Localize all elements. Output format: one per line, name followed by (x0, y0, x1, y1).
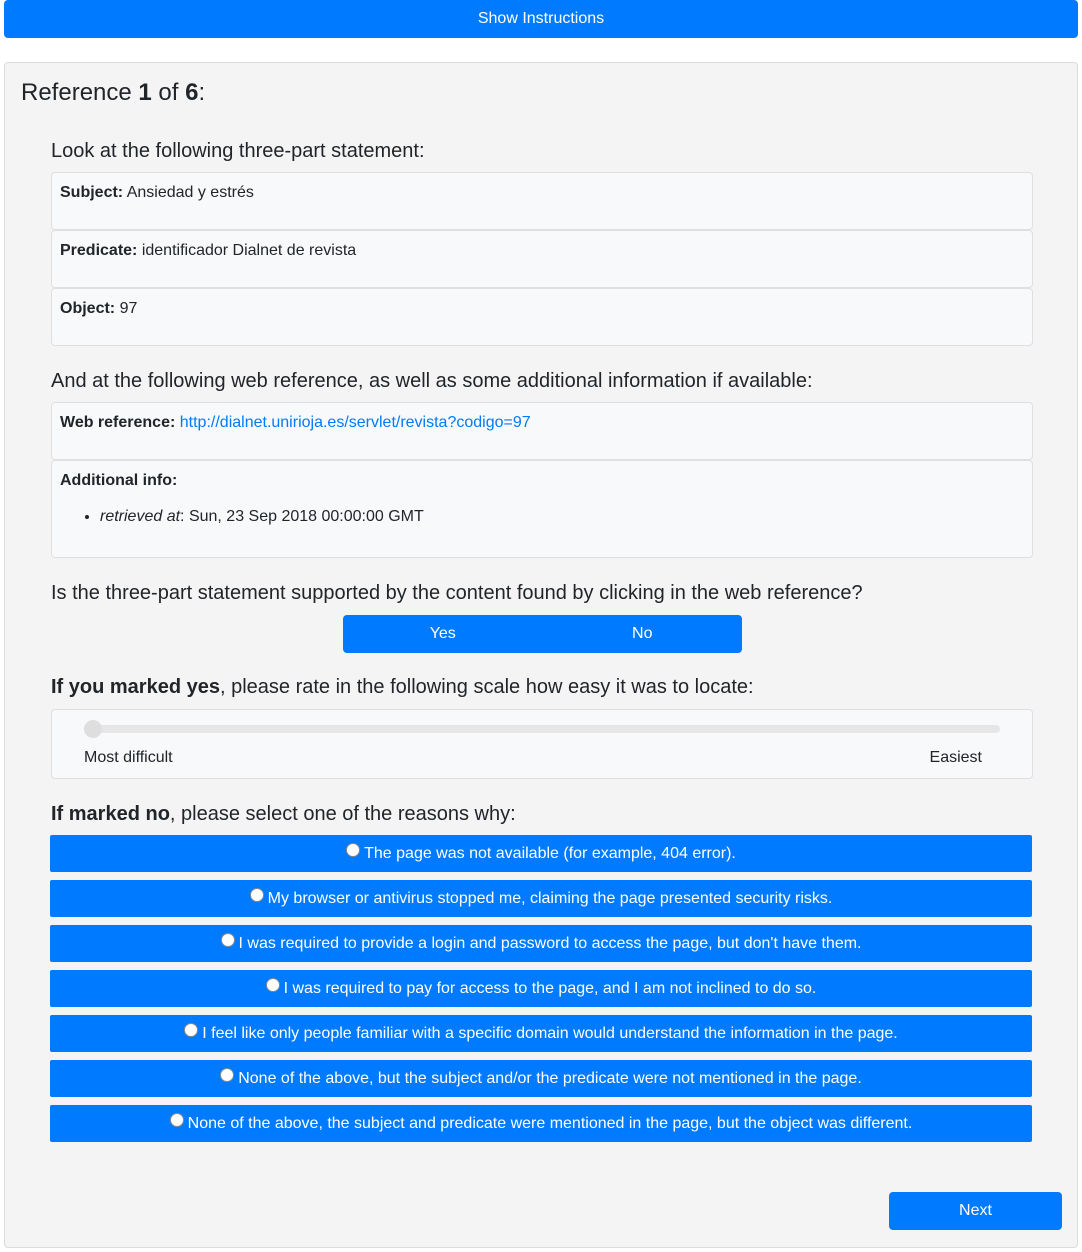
object-label: Object: (60, 300, 116, 317)
radio-button[interactable] (170, 1113, 184, 1127)
yes-no-group (343, 615, 742, 653)
radio-button[interactable] (184, 1023, 198, 1037)
additional-info-label: Additional info: (60, 472, 178, 489)
yes-button[interactable]: Yes (343, 615, 543, 653)
statement-intro: Look at the following three-part statement: (51, 140, 425, 162)
subject-value: Ansiedad y estrés (126, 184, 254, 201)
no-button[interactable]: No (543, 615, 743, 653)
predicate-value: identificador Dialnet de revista (141, 242, 357, 259)
radio-button[interactable] (250, 888, 264, 902)
reference-panel (4, 62, 1078, 1248)
web-reference-link[interactable]: http://dialnet.unirioja.es/servlet/revista?codigo=97 (179, 414, 531, 431)
ease-slider-card (51, 709, 1033, 779)
reason-option-object-different[interactable]: None of the above, the subject and predicate were mentioned in the page, but the object was different. (50, 1105, 1032, 1142)
radio-button[interactable] (221, 933, 235, 947)
show-instructions-button[interactable]: Show Instructions (4, 0, 1078, 38)
list-item (100, 508, 1024, 526)
reason-option-page-unavailable[interactable]: The page was not available (for example, 404 error). (50, 835, 1032, 872)
reference-total: 6 (185, 79, 199, 106)
object-value: 97 (119, 300, 138, 317)
retrieved-value: : Sun, 23 Sep 2018 00:00:00 GMT (180, 508, 424, 525)
web-intro: And at the following web reference, as well as some additional information if available: (51, 370, 813, 392)
web-reference-card (51, 402, 1033, 460)
reason-option-subject-not-mentioned[interactable]: None of the above, but the subject and/or the predicate were not mentioned in the page. (50, 1060, 1032, 1097)
predicate-card (51, 230, 1033, 288)
ease-slider-track[interactable] (84, 725, 1000, 733)
support-question: Is the three-part statement supported by the content found by clicking in the web reference? (51, 582, 863, 604)
reason-option-security-risk[interactable]: My browser or antivirus stopped me, claiming the page presented security risks. (50, 880, 1032, 917)
predicate-label: Predicate: (60, 242, 138, 259)
radio-button[interactable] (346, 843, 360, 857)
subject-label: Subject: (60, 184, 124, 201)
reason-option-paywall[interactable]: I was required to pay for access to the page, and I am not inclined to do so. (50, 970, 1032, 1007)
radio-button[interactable] (266, 978, 280, 992)
reasons-prompt: If marked no, please select one of the reasons why: (51, 803, 516, 825)
ease-slider-thumb[interactable] (84, 720, 102, 738)
radio-button[interactable] (220, 1068, 234, 1082)
reference-current: 1 (138, 79, 152, 106)
rating-prompt: If you marked yes, please rate in the following scale how easy it was to locate: (51, 676, 754, 698)
subject-card (51, 172, 1033, 230)
reason-option-domain-specific[interactable]: I feel like only people familiar with a specific domain would understand the information in the page. (50, 1015, 1032, 1052)
web-reference-label: Web reference: (60, 414, 176, 431)
reason-option-login-required[interactable]: I was required to provide a login and password to access the page, but don't have them. (50, 925, 1032, 962)
slider-max-label: Easiest (929, 749, 982, 766)
additional-info-card (51, 460, 1033, 558)
slider-min-label: Most difficult (84, 749, 173, 766)
reference-title: Reference 1 of 6: (21, 79, 206, 106)
additional-info-list (60, 508, 1024, 526)
object-card (51, 288, 1033, 346)
retrieved-label: retrieved at (100, 508, 181, 525)
next-button[interactable]: Next (889, 1192, 1062, 1230)
